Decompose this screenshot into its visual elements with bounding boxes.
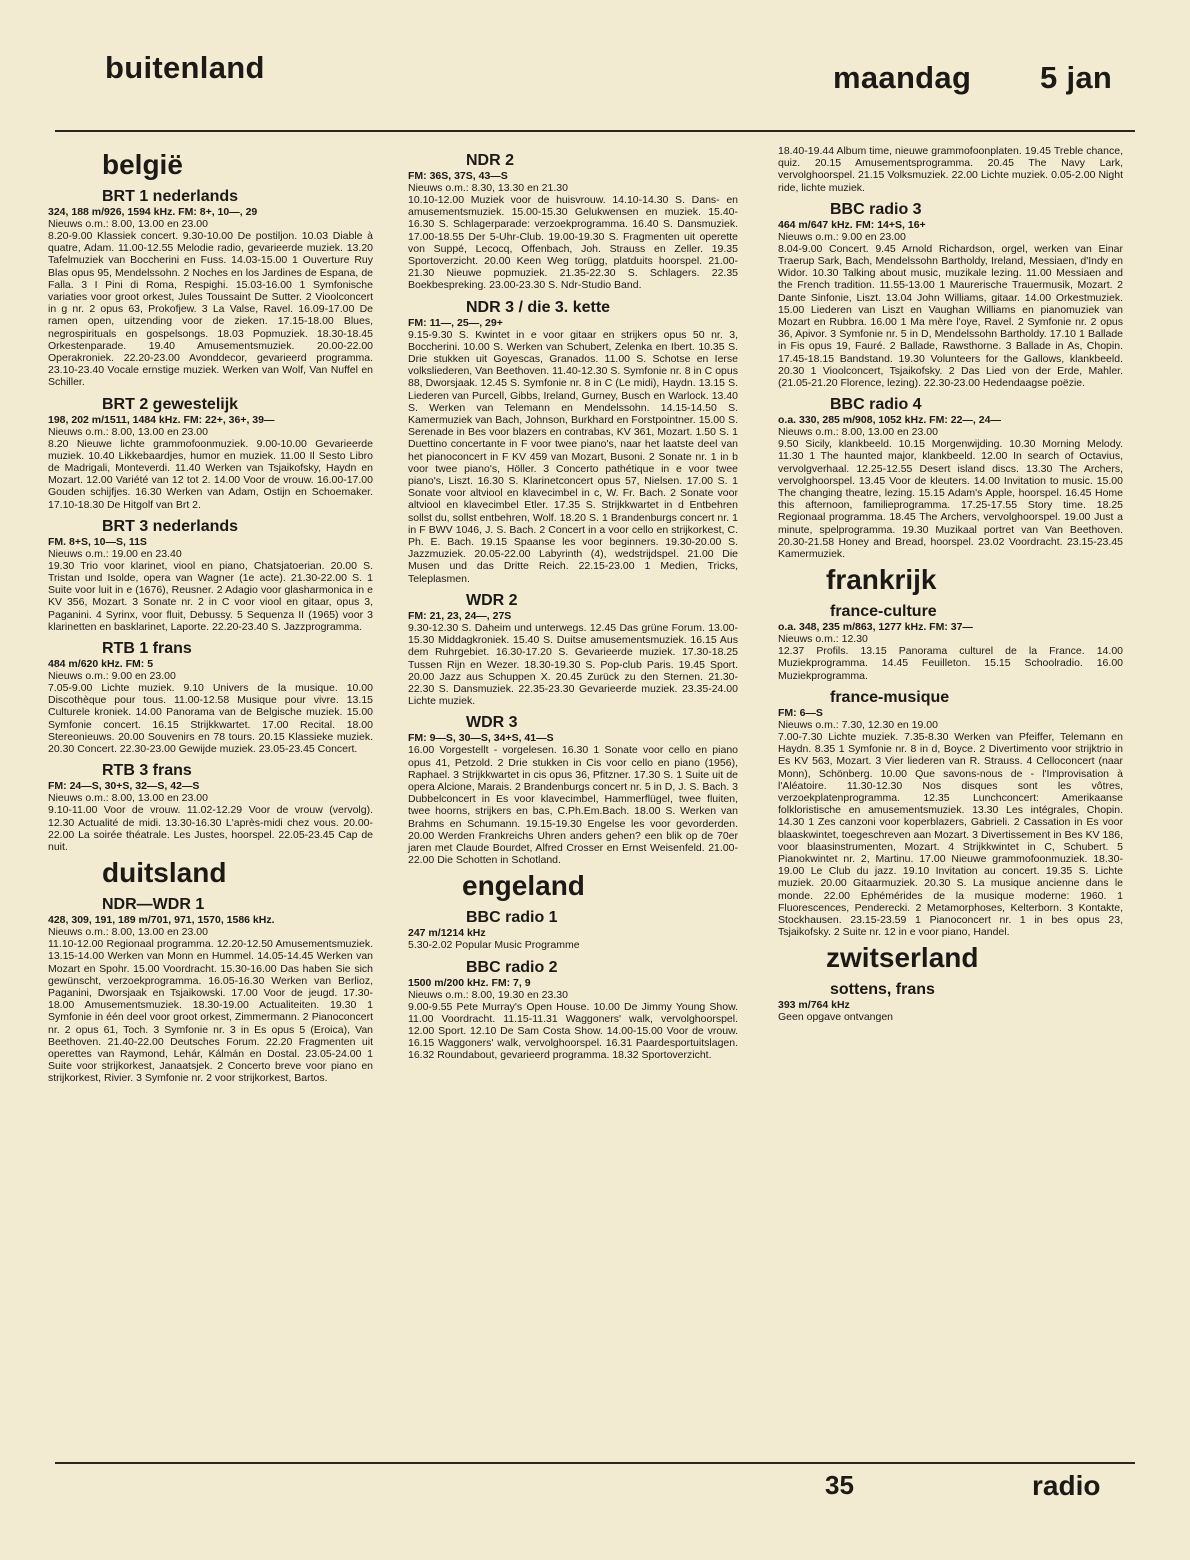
date-label: 5 jan [1040,60,1113,95]
station-block [48,395,373,511]
programme-listing: 11.10-12.00 Regionaal programma. 12.20-12.50 Amusementsmuziek. 13.15-14.00 Werken van Monn en Hummel. 14.05-14.45 Werken van Mozart en Spohr. 15.00 Voordracht. 15.30-16.00 Das haben Sie sich gewünscht, verzoekprogramma. 16.05-16.30 Werken van Berlioz, Paganini, Dworsjaak en Tsjaikowski. 17.00 Voor de jeugd. 17.30-18.00 Amusementsmuziek. 18.30-19.00 Actualiteiten. 19.30 1 Symfonie in één deel voor groot orkest, Zimmermann. 2 Pianoconcert nr. 2 opus 61, Toch. 3 Symfonie nr. 3 in Es opus 5 (Eroica), Van Beethoven. 21.40-22.00 Deutsches Forum. 22.20 Fragmenten uit operettes van Raymond, Lehár, Kálmán en Dostal. 23.05-24.00 1 Suite voor strijkorkest, Janaatsjek. 2 Concerto breve voor piano en strijkorkest, Rivier. 3 Symfonie nr. 2 voor strijkorkest, Bartos. [48,938,373,1085]
station-frequency: 428, 309, 191, 189 m/701, 971, 1570, 1586 kHz. [48,914,275,927]
news-times: Nieuws o.m.: 19.00 en 23.40 [48,547,182,560]
station-frequency: FM: 9—S, 30—S, 34+S, 41—S [408,732,554,745]
programme-listing: 10.10-12.00 Muziek voor de huisvrouw. 14.10-14.30 S. Dans- en amusementsmuziek. 15.00-15.30 Gelukwensen en muziek. 15.40-16.30 S. Schlagerparade: verzoekprogramma. 16.40 S. Dansmuziek. 17.00-18.55 Der 5-Uhr-Club. 19.00-19.30 S. Fragmenten uit operette von Suppé, Lecocq, Offenbach, Joh. Strauss en Zeller. 19.35 Sportoverzicht. 20.00 Keen Weg torügg, platduits hoorspel. 21.00-21.30 Nieuwe popmuziek. 21.35-22.30 S. Schlagers. 22.35 Boekbespreking. 23.00-23.30 S. Ndr-Studio Band. [408,194,738,292]
station-name: RTB 1 frans [102,640,192,658]
programme-listing: 16.00 Vorgestellt - vorgelesen. 16.30 1 Sonate voor cello en piano opus 41, Petzold. 2 Drie stukken in Cis voor cello en piano (1956), Raphael. 3 Strijkkwartet in cis opus 36, Pfitzner. 17.30 S. 1 Suite uit de opera Alcione, Marais. 2 Brandenburgs concert nr. 5 in D, J. S. Bach. 3 Dubbelconcert in Es voor klavecimbel, Hammerflügel, twee fluiten, twee hoorns, strijkers en bas, C.Ph.Em.Bach. 18.00 S. Werken van Brahms en Schumann. 19.15-19.30 Engelse les voor gevorderden. 20.00 Werden Frankreichs Uhren anders gehen? een blik op de 70er jaren met Claude Bourdet, Alfred Crosser en Ernst Weisenfeld. 21.00-22.00 Die Schotten in Schotland. [408,744,738,867]
news-times: Nieuws o.m.: 8.00, 13.00 en 23.00 [48,218,208,230]
station-name: BRT 3 nederlands [102,517,239,535]
station-block [48,895,373,1084]
station-name: BBC radio 4 [830,396,922,414]
programme-listing: 18.40-19.44 Album time, nieuwe grammofoonplaten. 19.45 Treble chance, quiz. 20.15 Amusementsprogramma. 20.45 The Navy Lark, vervolghoorspel. 21.15 Volksmuziek. 22.00 Lichte muziek. 0.05-2.00 Night ride, lichte muziek. [778,145,1123,194]
station-frequency: FM: 11—, 25—, 29+ [408,316,503,329]
programme-listing: 8.20-9.00 Klassiek concert. 9.30-10.00 De postiljon. 10.03 Diable à quatre, Adam. 11.00-12.55 Melodie radio, gevarieerde muziek. 13.20 Tafelmuziek van Boccherini en Fuss. 14.03-15.00 1 Ouverture Ruy Blas opus 95, Mendelssohn. 2 Noches en los Jardines de Espana, de Falla. 3 I Pini di Roma, Respighi. 15.03-16.00 1 Symfonische variaties voor groot orkest, Jules Toussaint De Sutter. 2 Vioolconcert in g nr. 2 opus 63, Prokofjew. 3 La Valse, Ravel. 16.09-17.00 De ramen open, uitzending voor de zieken. 17.15-18.00 Blues, negrospirituals en gospelsongs. 18.03 Popmuziek. 18.30-18.45 Orkestenparade. 19.40 Amusementsmuziek. 20.00-22.00 Operakroniek. 22.20-23.00 Avonddecor, gevarieerd programma. 23.10-23.40 Vocale ernstige muziek. Werken van Wolf, Van Nuffel en Schiller. [48,230,373,389]
programme-listing: 7.05-9.00 Lichte muziek. 9.10 Univers de la musique. 10.00 Discothèque pour tous. 11.00-12.58 Musique pour vivre. 13.15 Culturele kroniek. 14.00 Panorama van de Belgische muziek. 15.00 Symfonie concert. 16.15 Strijkkwartet. 17.00 Recital. 18.00 Stereonieuws. 20.00 Souvenirs en 78 tours. 20.15 Klassieke muziek. 20.30 Concert. 22.30-23.00 Gewijde muziek. 23.05-23.45 Concert. [48,682,373,756]
programme-listing: Geen opgave ontvangen [778,1011,894,1024]
station-block [778,980,1123,1023]
station-name: NDR 3 / die 3. kette [466,298,611,316]
station-frequency: 484 m/620 kHz. FM: 5 [48,658,154,671]
station-frequency: 464 m/647 kHz. FM: 14+S, 16+ [778,218,926,231]
station-name: BBC radio 3 [830,200,922,218]
station-block [408,958,738,1062]
country-heading: zwitserland [826,942,979,974]
programme-listing: 8.20 Nieuwe lichte grammofoonmuziek. 9.00-10.00 Gevarieerde muziek. 10.40 Likkebaardjes, humor en muziek. 11.00 Il Sesto Libro de Madrigali, Monteverdi. 11.40 Werken van Tsjaikofsky, Haydn en Mozart. 12.00 Variété van 12 tot 2. 14.00 Voor de vrouw. 16.00-17.00 Gouden schijfjes. 16.30 Werken van Adam, Ostijn en Schoemaker. 17.10-18.30 De Hitgolf van Brt 2. [48,437,373,511]
station-block [778,200,1123,389]
column-2 [408,145,738,1066]
station-name: WDR 2 [466,591,518,609]
news-times: Nieuws o.m.: 8.30, 13.30 en 21.30 [408,182,568,194]
station-block [48,761,373,853]
news-times: Nieuws o.m.: 8.00, 13.00 en 23.00 [48,926,208,939]
header-rule [55,130,1135,132]
station-block [408,591,738,707]
station-frequency: 1500 m/200 kHz. FM: 7, 9 [408,976,531,989]
day-label: maandag [833,60,972,95]
station-name: RTB 3 frans [102,762,192,780]
news-times: Nieuws o.m.: 8.00, 19.30 en 23.30 [408,988,568,1001]
station-block [778,145,1123,194]
programme-listing: 9.10-11.00 Voor de vrouw. 11.02-12.29 Voor de vrouw (vervolg). 12.30 Actualité de midi. 13.30-16.30 L'après-midi chez vous. 20.00-22.00 La soirée théatrale. Les Justes, hoorspel. 22.05-23.45 Cap de nuit. [48,804,373,853]
station-block [48,639,373,755]
station-block [408,713,738,866]
column-1 [48,145,373,1089]
programme-listing: 9.50 Sicily, klankbeeld. 10.15 Morgenwijding. 10.30 Morning Melody. 11.30 1 The haunted major, klankbeeld. 12.00 In search of Octavius, vervolgverhaal. 12.25-12.55 Desert island discs. 13.30 The Archers, vervolghoorspel. 13.45 Voor de kleuters. 14.00 Invitation to music. 15.00 The changing theatre, lezing. 15.15 Adam's Apple, hoorspel. 16.45 Home this afternoon, familieprogramma. 17.25-17.55 Story time. 18.25 Regionaal programma. 18.45 The Archers, vervolghoorspel. 19.00 Just a minute, spelprogramma. 19.30 Muzikaal portret van Van Beethoven. 20.30-21.58 Honey and Bread, hoorspel. 23.02 Voordracht. 23.15-23.45 Kamermuziek. [778,438,1123,561]
station-name: BRT 2 gewestelijk [102,395,239,413]
footer-section: radio [1032,1470,1101,1501]
station-block [48,187,373,389]
station-name: BRT 1 nederlands [102,188,239,205]
station-frequency: 393 m/764 kHz [778,999,850,1012]
news-times: Nieuws o.m.: 8.00, 13.00 en 23.00 [48,425,208,438]
country-heading: engeland [462,870,585,902]
station-frequency: FM. 8+S, 10—S, 11S [48,535,147,548]
station-name: NDR 2 [466,152,515,169]
station-name: NDR—WDR 1 [102,896,205,914]
country-heading: frankrijk [826,564,937,596]
station-block [408,298,738,585]
station-block [778,688,1123,938]
news-times: Nieuws o.m.: 9.00 en 23.00 [48,670,176,683]
station-frequency: o.a. 348, 235 m/863, 1277 kHz. FM: 37— [778,621,973,634]
column-3 [778,145,1123,1028]
station-frequency: o.a. 330, 285 m/908, 1052 kHz. FM: 22—, 24— [778,414,1001,427]
programme-listing: 12.37 Profils. 13.15 Panorama culturel de la France. 14.00 Muziekprogramma. 14.45 Feuilleton. 15.15 Schoolradio. 16.00 Muziekprogramma. [778,645,1123,682]
station-name: france-musique [830,688,950,706]
programme-listing: 7.00-7.30 Lichte muziek. 7.35-8.30 Werken van Pfeiffer, Telemann en Haydn. 8.35 1 Symfonie nr. 8 in d, Boyce. 2 Divertimento voor strijktrio in Es KV 563, Mozart. 3 Vier liederen van R. Strauss. 4 Celloconcert (naar Monn), Schönberg. 10.00 Que savons-nous de - l'Improvisation à l'Aléatoire. 11.30-12.30 Nos disques sont les vôtres, verzoekplatenprogramma. 12.35 Lunchconcert: Amerikaanse folkloristische en amusementsmuziek. 13.30 Les intégrales, Chopin. 14.30 1 Zes canzoni voor koperblazers, Gabrieli. 2 Cassation in Es voor blaaskwintet, toegeschreven aan Mozart. 3 Divertissement in Bes KV 186, voor blaasinstrumenten, Mozart. 4 Strijkkwintet in C, Schubert. 5 Pianokwintet nr. 2, Martinu. 17.00 Nieuwe grammofoonmuziek. 18.30-19.00 Le Club du jazz. 19.10 Invitation au concert. 19.35 S. Lichte muziek. 20.00 Gitaarmuziek. 20.30 S. La musique ancienne dans le monde. 22.00 Ephémérides de la musique moderne: 1960. 1 Fluorescences, Penderecki. 2 Metamorphoses, Kelterborn. 3 Kontakte, Stockhausen. 23.15-23.59 1 Pianoconcert nr. 1 in bes opus 23, Tsjaikofsky. 2 Suite nr. 12 in e voor piano, Handel. [778,730,1123,939]
station-name: sottens, frans [830,981,935,999]
station-frequency: 324, 188 m/926, 1594 kHz. FM: 8+, 10—, 29 [48,206,258,218]
station-frequency: FM: 24—S, 30+S, 32—S, 42—S [48,780,200,793]
programme-listing: 8.04-9.00 Concert. 9.45 Arnold Richardson, orgel, werken van Einar Traerup Sark, Bach, Mendelssohn Bartholdy, Ireland, Messiaen, d'Indy en Widor. 10.30 Talking about music, muzikale lezing. 11.00 Messiaen and the French tradition. 11.55-13.00 1 Maurerische Trauermusik, Mozart. 2 Dante Sinfonie, Liszt. 13.04 John Williams, gitaar. 14.00 Orkestmuziek. 15.00 Liederen van Liszt en Vaughan Williams en pianomuziek van Mozart en Rubbra. 16.00 1 Ma mère l'oye, Ravel. 2 Symfonie nr. 2 opus 36, Apivor. 3 Symfonie nr. 5 in D, Mendelssohn Bartholdy. 17.10 1 Ballade in Fis opus 19, Fauré. 2 Ballade, Rawsthorne. 3 Ballade in As, Chopin. 17.45-18.15 Bandstand. 19.30 Volunteers for the Gallows, klankbeeld. 20.30 1 Vioolconcert, Tsjaikofsky. 2 Das Lied von der Erde, Mahler. (21.05-21.20 Florence, lezing). 22.30-23.00 Hedendaagse poëzie. [778,242,1123,390]
news-times: Nieuws o.m.: 9.00 en 23.00 [778,230,906,243]
station-frequency: 198, 202 m/1511, 1484 kHz. FM: 22+, 36+, 39— [48,413,275,426]
page-number: 35 [825,1470,854,1500]
station-frequency: FM: 21, 23, 24—, 27S [408,609,512,622]
news-times: Nieuws o.m.: 12.30 [778,633,868,646]
station-name: france-culture [830,603,937,621]
programme-listing: 9.00-9.55 Pete Murray's Open House. 10.00 De Jimmy Young Show. 11.00 Voordracht. 11.15-11.31 Waggoners' walk, vervolghoorspel. 12.00 Sport. 12.10 De Sam Costa Show. 14.00-15.00 Voor de vrouw. 16.15 Waggoners' walk, vervolghoorspel. 16.31 Paardesportuitslagen. 16.32 Roundabout, gevarieerd programma. 18.32 Sportoverzicht. [408,1000,738,1062]
programme-listing: 5.30-2.02 Popular Music Programme [408,939,580,952]
programme-listing: 9.30-12.30 S. Daheim und unterwegs. 12.45 Das grüne Forum. 13.00-15.30 Middagkroniek. 15.40 S. Duitse amusementsmuziek. 16.15 Aus dem Ruhrgebiet. 16.30-17.20 S. Gevarieerde muziek. 17.30-18.25 Tussen Rijn en Wezer. 18.30-19.30 S. Pop-club Paris. 19.45 Sport. 20.00 Jazz aus Schuppen X. 20.45 Zurück zu den Sternen. 21.30-22.30 S. Dansmuziek. 22.35-23.30 Gevarieerde muziek. 23.35-24.00 Lichte muziek. [408,621,738,708]
station-block [778,395,1123,560]
programme-listing: 9.15-9.30 S. Kwintet in e voor gitaar en strijkers opus 50 nr. 3, Boccherini. 10.00 S. Werken van Schubert, Zelenka en Ibert. 10.35 S. Drie stukken uit Goyescas, Granados. 11.00 S. Schotse en Ierse volksliederen, Van Beethoven. 11.40-12.30 S. Symfonie nr. 8 in C opus 88, Dworsjaak. 12.45 S. Symfonie nr. 8 in C (Le midi), Haydn. 13.15 S. Liederen van Purcell, Gibbs, Ireland, Gurney, Busch en Warlock. 13.40 S. Werken van Telemann en Mendelssohn. 14.15-14.50 S. Kamermuziek van Bach, Johnson, Burkhard en Forstpointner. 15.00 S. Serenade in Bes voor blazers en contrabas, KV 361, Mozart. 1.50 S. 1 Duettino concertante in F voor twee piano's, naar het laatste deel van het pianoconcert in F KV 459 van Mozart, Busoni. 2 Sonate nr. 1 in b voor twee piano's, Höller. 3 Concerto pathétique in e voor twee piano's, Liszt. 16.30 S. Klarinetconcert opus 57, Nielsen. 17.00 S. 1 Sonate voor altviool en klavecimbel in c, W. Fr. Bach. 2 Sonate voor altviool en klavecimbel Etler. 17.35 S. Strijkkwartet in d Entbehren sollst du, sollst entbehren, Wolf. 18.20 S. 1 Brandenburgs concert nr. 1 in F BWV 1046, J. S. Bach. 2 Concert in a voor cello en strijkorkest, C. Ph. E. Bach. 19.15 Spaanse les voor beginners. 19.30-20.00 S. Jazzmuziek. 20.05-22.00 Labyrinth (4), wedstrijdspel. 21.00 Die Musen und das Dritte Reich. 22.15-23.00 1 Medien, Tricks, Teleplasmen. [408,328,738,585]
station-name: WDR 3 [466,714,518,732]
news-times: Nieuws o.m.: 8.00, 13.00 en 23.00 [778,426,938,439]
news-times: Nieuws o.m.: 8.00, 13.00 en 23.00 [48,792,208,805]
news-times: Nieuws o.m.: 7.30, 12.30 en 19.00 [778,718,938,731]
station-block [48,517,373,633]
station-name: BBC radio 1 [466,909,558,927]
station-block [778,602,1123,682]
country-heading: duitsland [102,857,227,889]
programme-listing: 19.30 Trio voor klarinet, viool en piano, Chatsjatoerian. 20.00 S. Tristan und Isolde, opera van Wagner (1e acte). 21.30-22.00 S. 1 Suite voor luit in e (1676), Reusner. 2 Adagio voor glasharmonica in e KV 356, Mozart. 3 Sonate nr. 2 in C voor viool en gitaar, opus 3, Paganini. 4 Syrinx, voor fluit, Debussy. 5 Sequenza II (1965) voor 3 klarinetten en basklarinet, Laporte. 22.20-23.40 S. Jazzprogramma. [48,559,373,633]
station-block [408,908,738,951]
station-frequency: FM: 6—S [778,706,823,719]
footer-rule [55,1462,1135,1464]
station-frequency: FM: 36S, 37S, 43—S [408,170,508,182]
station-block [408,151,738,292]
station-name: BBC radio 2 [466,958,558,976]
section-title: buitenland [105,50,265,85]
station-frequency: 247 m/1214 kHz [408,927,486,940]
country-heading: belgië [102,149,183,180]
